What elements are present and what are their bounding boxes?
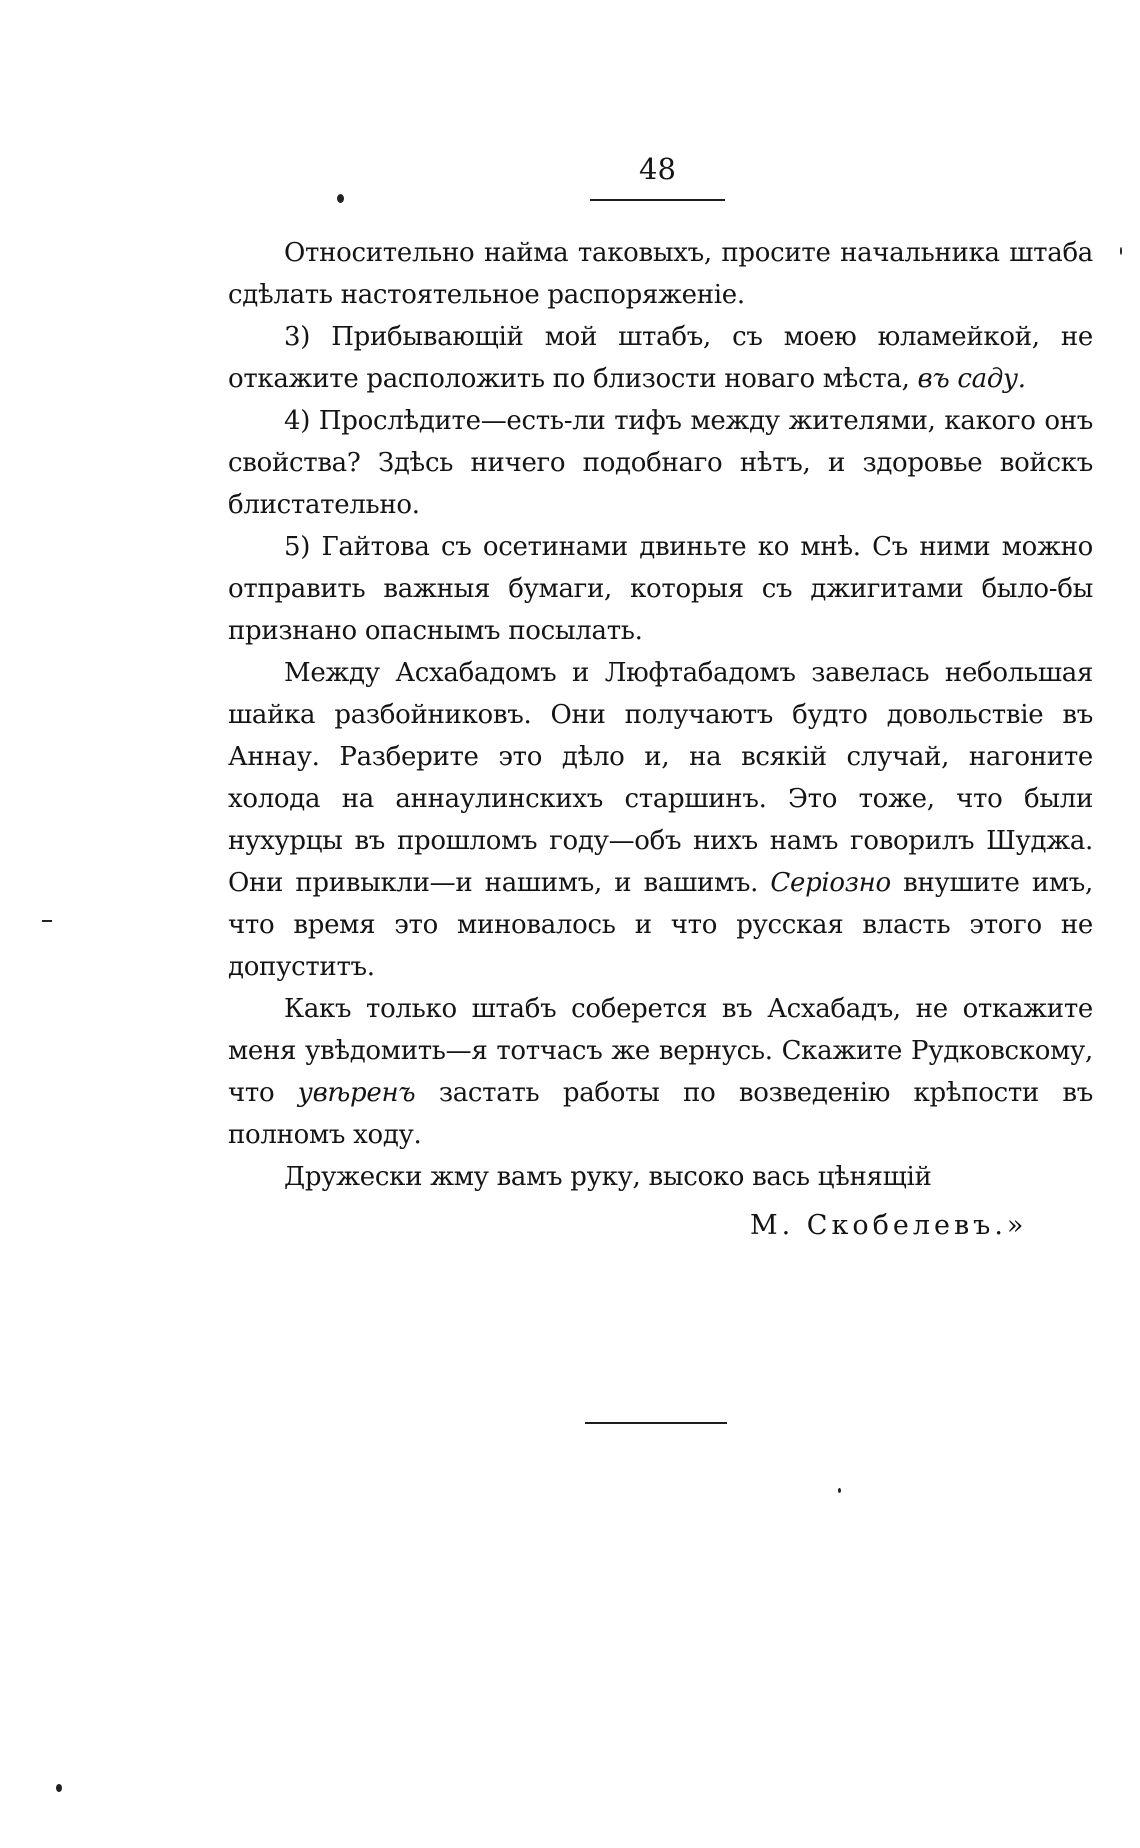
page-number: 48 — [639, 152, 676, 186]
scan-speck — [56, 1784, 62, 1792]
scan-speck — [838, 1488, 841, 1493]
scan-speck — [42, 920, 52, 922]
paragraph-text: 3) Прибывающій мой штабъ, съ моею юламейкой, не откажите расположить по близости новаго мѣста, — [228, 322, 1093, 394]
italic-word: Серіозно — [770, 868, 891, 898]
paragraph-gaitov — [228, 526, 1093, 652]
paragraph-text: застать работы по возведенію крѣпости въ полномъ ходу. — [228, 1078, 1093, 1150]
paragraph-text: Какъ только штабъ соберется въ Асхабадъ, не откажите меня увѣдомить—я тотчасъ же вернусь. Скажите Рудковскому, что — [228, 994, 1093, 1108]
paragraph-closing — [228, 1156, 1093, 1198]
paragraph-text: 4) Прослѣдите—есть-ли тифъ между жителями, какого онъ свойства? Здѣсь ничего подобнаго нѣтъ, и здоровье войскъ блистательно. — [228, 406, 1093, 520]
paragraph-hiring — [228, 232, 1093, 316]
scan-speck — [337, 194, 344, 203]
italic-phrase: въ саду. — [917, 364, 1026, 394]
signature: М. Скобелевъ.» — [750, 1210, 1028, 1241]
page-number-rule — [590, 199, 725, 201]
scan-speck — [1120, 247, 1122, 255]
paragraph-text: Относительно найма таковыхъ, просите начальника штаба сдѣлать настоятельное распоряженіе. — [228, 238, 1093, 310]
paragraph-typhus — [228, 400, 1093, 526]
paragraph-staff-arrival — [228, 988, 1093, 1156]
paragraph-text: Между Асхабадомъ и Люфтабадомъ завелась небольшая шайка разбойниковъ. Они получаютъ будто довольствіе въ Аннау. Разберите это дѣло и, на всякій случай, нагоните холода на аннаулинскихъ старшинъ. Это тоже, что были нухурцы въ прошломъ году—объ нихъ намъ говорилъ Шуджа. Они привыкли—и нашимъ, и вашимъ. — [228, 658, 1093, 898]
letter-body — [228, 232, 1093, 1198]
paragraph-text: Дружески жму вамъ руку, высоко вась цѣнящій — [284, 1162, 932, 1192]
end-rule — [585, 1422, 727, 1424]
paragraph-text: 5) Гайтова съ осетинами двиньте ко мнѣ. Съ ними можно отправить важныя бумаги, которыя съ джигитами было-бы признано опаснымъ посылать. — [228, 532, 1093, 646]
paragraph-staff-placement — [228, 316, 1093, 400]
italic-word: увѣренъ — [297, 1078, 416, 1108]
paragraph-bandits — [228, 652, 1093, 988]
paragraph-text: внушите имъ, что время это миновалось и что русская власть этого не допуститъ. — [228, 868, 1093, 982]
